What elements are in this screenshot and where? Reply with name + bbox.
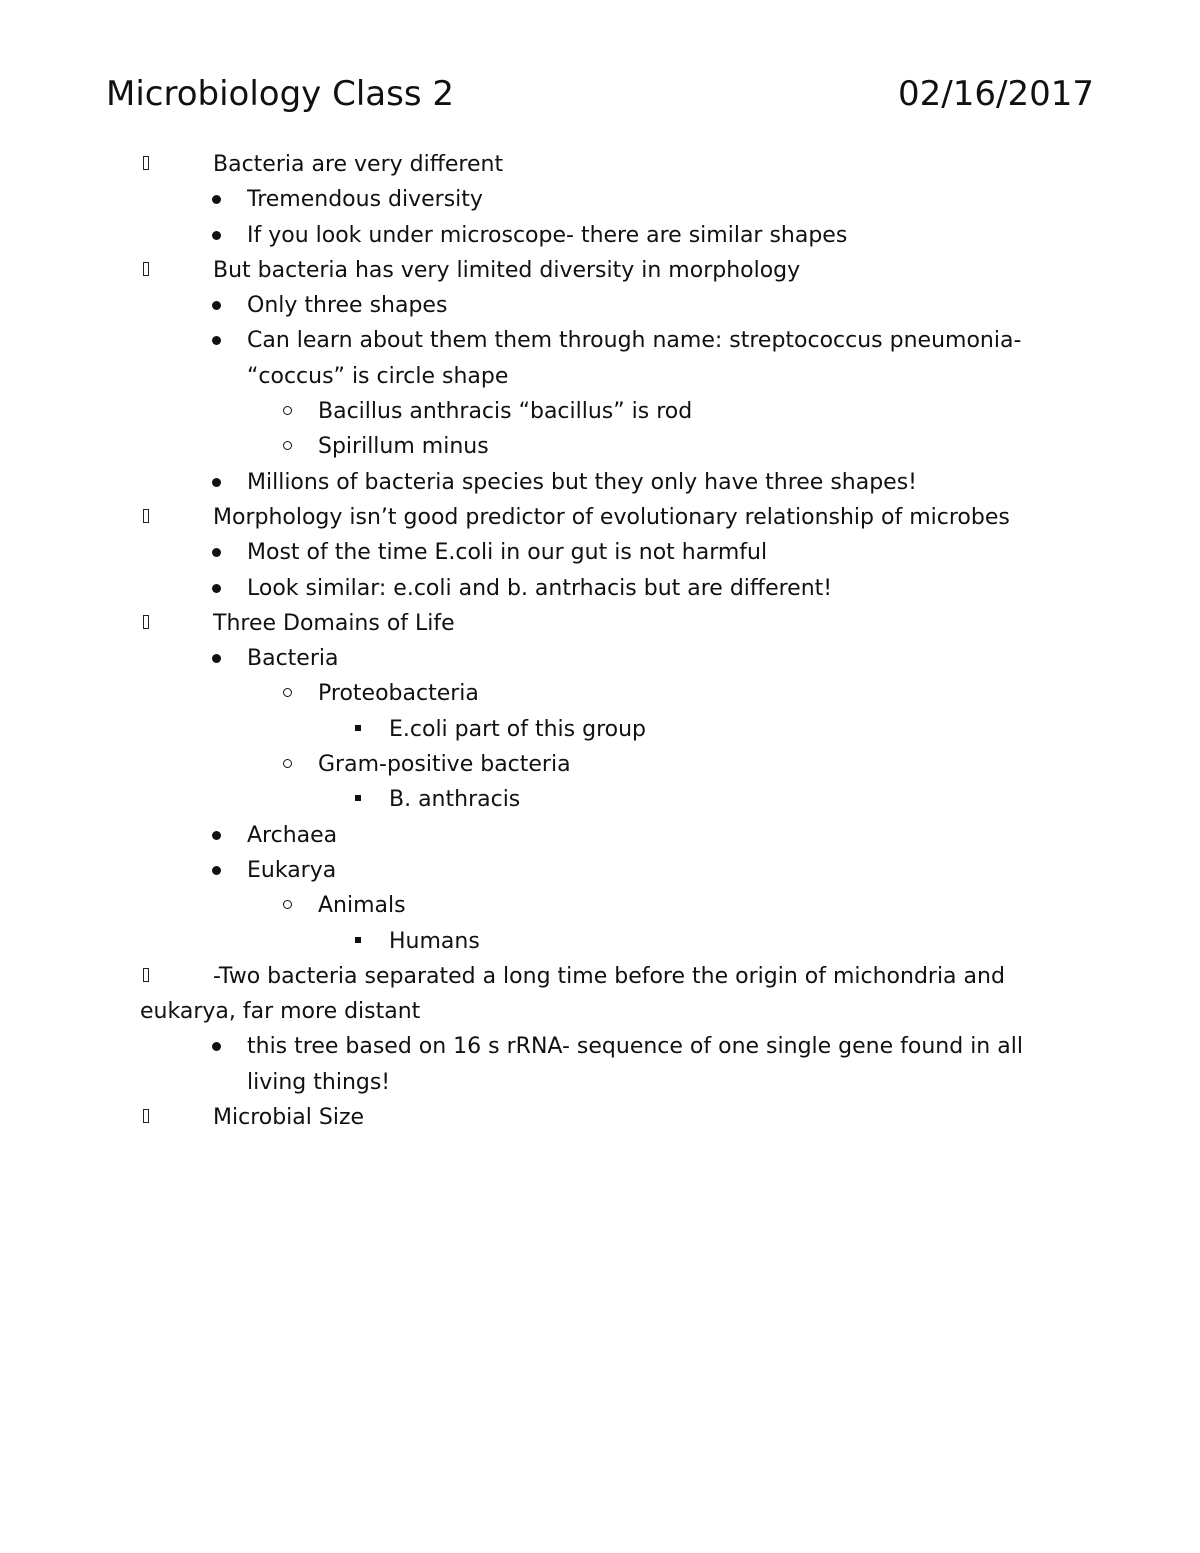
note-text: Archaea xyxy=(247,822,338,848)
note-item xyxy=(0,147,1200,182)
square-bullet-icon xyxy=(355,937,361,943)
note-item xyxy=(0,465,1200,500)
box-marker-icon xyxy=(143,615,149,629)
note-item xyxy=(0,394,1200,429)
note-item xyxy=(0,641,1200,676)
box-marker-icon xyxy=(143,262,149,276)
box-marker-icon xyxy=(143,1109,149,1123)
note-item xyxy=(0,818,1200,853)
bullet-icon xyxy=(212,1042,221,1051)
note-text: Bacteria are very different xyxy=(213,152,504,177)
note-text: Look similar: e.coli and b. antrhacis but are different! xyxy=(247,575,833,601)
note-item xyxy=(0,571,1200,606)
note-item xyxy=(0,500,1040,535)
note-text: Tremendous diversity xyxy=(247,187,483,213)
note-text: Most of the time E.coli in our gut is not harmful xyxy=(247,540,768,566)
note-text: Bacillus anthracis “bacillus” is rod xyxy=(318,399,693,425)
note-text: Microbial Size xyxy=(213,1105,365,1131)
note-item xyxy=(0,535,1200,570)
box-marker-icon xyxy=(143,968,149,982)
box-marker-icon xyxy=(143,156,149,170)
note-text: Humans xyxy=(389,928,480,954)
circle-bullet-icon xyxy=(283,406,292,415)
circle-bullet-icon xyxy=(283,759,292,768)
note-text: If you look under microscope- there are similar shapes xyxy=(247,222,848,248)
note-item xyxy=(0,429,1200,464)
circle-bullet-icon xyxy=(283,441,292,450)
bullet-icon xyxy=(212,195,221,204)
note-text: Morphology isn’t good predictor of evolutionary relationship of microbes xyxy=(213,504,1010,530)
note-text: Three Domains of Life xyxy=(213,610,455,636)
note-text: E.coli part of this group xyxy=(389,716,647,742)
bullet-icon xyxy=(212,336,221,345)
note-text: this tree based on 16 s rRNA- sequence of one single gene found in all living things! xyxy=(247,1034,1023,1095)
note-item xyxy=(0,1029,1067,1100)
bullet-icon xyxy=(212,301,221,310)
note-item xyxy=(0,218,1200,253)
bullet-icon xyxy=(212,478,221,487)
note-text: Spirillum minus xyxy=(318,434,489,460)
note-text: Eukarya xyxy=(247,857,337,883)
note-item xyxy=(0,253,1200,288)
note-text: Millions of bacteria species but they only have three shapes! xyxy=(247,469,917,495)
note-text: Only three shapes xyxy=(247,293,448,319)
note-item xyxy=(0,959,1040,1030)
note-text: But bacteria has very limited diversity in morphology xyxy=(213,257,801,283)
note-item xyxy=(0,782,1200,817)
note-text: Bacteria xyxy=(247,646,339,672)
bullet-icon xyxy=(212,231,221,240)
bullet-icon xyxy=(212,584,221,593)
bullet-icon xyxy=(212,866,221,875)
note-item xyxy=(0,888,1200,923)
note-item xyxy=(0,853,1200,888)
note-item xyxy=(0,323,1067,394)
note-text: Proteobacteria xyxy=(318,681,479,707)
note-text: Gram-positive bacteria xyxy=(318,752,571,778)
circle-bullet-icon xyxy=(283,900,292,909)
note-item xyxy=(0,606,1200,641)
box-marker-icon xyxy=(143,509,149,523)
note-item xyxy=(0,747,1200,782)
note-text: Can learn about them them through name: streptococcus pneumonia- “coccus” is circle shape xyxy=(247,328,1022,389)
square-bullet-icon xyxy=(355,725,361,731)
bullet-icon xyxy=(212,654,221,663)
note-item xyxy=(0,182,1200,217)
notes-list xyxy=(0,147,1200,1135)
note-text: B. anthracis xyxy=(389,787,521,813)
square-bullet-icon xyxy=(355,795,361,801)
bullet-icon xyxy=(212,548,221,557)
note-text: -Two bacteria separated a long time before the origin of michondria and eukarya, far more distant xyxy=(140,963,1005,1025)
note-item xyxy=(0,288,1200,323)
page-date: 02/16/2017 xyxy=(898,74,1094,114)
page-title: Microbiology Class 2 xyxy=(106,74,454,114)
note-item xyxy=(0,1100,1200,1135)
note-item xyxy=(0,712,1200,747)
note-text: Animals xyxy=(318,893,406,919)
note-item xyxy=(0,924,1200,959)
bullet-icon xyxy=(212,831,221,840)
circle-bullet-icon xyxy=(283,688,292,697)
note-item xyxy=(0,676,1200,711)
